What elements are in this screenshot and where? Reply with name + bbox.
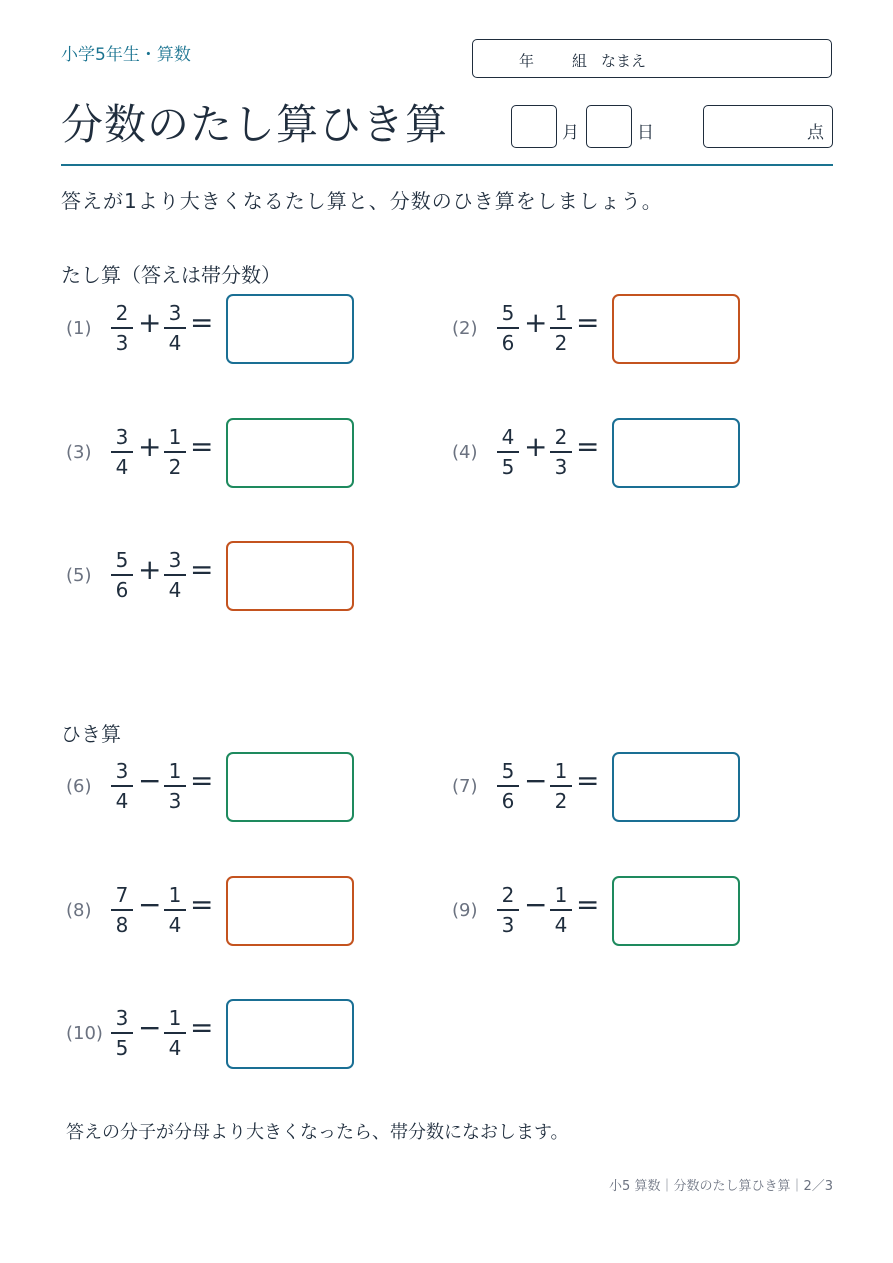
addition-heading: たし算（答えは帯分数）	[61, 263, 281, 287]
first-denominator: 6	[501, 788, 515, 813]
problem-addition-3	[66, 418, 366, 488]
first-numerator: 2	[501, 883, 515, 907]
problem-number: (9)	[452, 900, 478, 921]
fraction-bar	[550, 451, 572, 453]
first-denominator: 6	[501, 330, 515, 355]
fraction-bar	[164, 451, 186, 453]
mixed-number-note: 答えの分子が分母より大きくなったら、帯分数になおします。	[66, 1122, 569, 1143]
first-numerator: 7	[115, 883, 129, 907]
page-title: 分数のたし算ひき算	[61, 100, 449, 149]
first-numerator: 3	[115, 1006, 129, 1030]
operator-sign: +	[138, 306, 162, 339]
operator-sign: −	[524, 888, 548, 921]
operator-sign: +	[138, 553, 162, 586]
first-fraction	[497, 427, 519, 479]
instruction-text: 答えが1より大きくなるたし算と、分数のひき算をしましょう。	[61, 189, 663, 213]
problem-subtraction-3	[66, 876, 366, 946]
operator-sign: −	[138, 888, 162, 921]
equals-sign: =	[190, 888, 214, 921]
first-denominator: 8	[115, 912, 129, 937]
problem-subtraction-5	[66, 999, 366, 1069]
operator-sign: −	[524, 764, 548, 797]
fraction-bar	[497, 451, 519, 453]
second-fraction	[164, 761, 186, 813]
second-fraction	[550, 303, 572, 355]
day-label: 日	[637, 123, 654, 143]
subtraction-heading: ひき算	[61, 722, 121, 746]
problem-number: (1)	[66, 318, 92, 339]
second-fraction	[550, 761, 572, 813]
fraction-bar	[497, 327, 519, 329]
fraction-bar	[164, 785, 186, 787]
answer-box[interactable]	[226, 294, 354, 364]
problem-addition-4	[452, 418, 752, 488]
first-fraction	[111, 303, 133, 355]
answer-box[interactable]	[226, 418, 354, 488]
second-numerator: 1	[168, 759, 182, 783]
fraction-bar	[164, 327, 186, 329]
second-numerator: 3	[168, 301, 182, 325]
second-numerator: 1	[168, 883, 182, 907]
problem-number: (8)	[66, 900, 92, 921]
second-fraction	[164, 427, 186, 479]
second-denominator: 4	[554, 912, 568, 937]
problem-number: (6)	[66, 776, 92, 797]
header-divider	[61, 164, 833, 166]
equals-sign: =	[190, 306, 214, 339]
first-numerator: 5	[501, 759, 515, 783]
first-numerator: 4	[501, 425, 515, 449]
first-fraction	[497, 303, 519, 355]
first-numerator: 3	[115, 425, 129, 449]
first-fraction	[111, 550, 133, 602]
operator-sign: −	[138, 764, 162, 797]
first-denominator: 6	[115, 577, 129, 602]
month-label: 月	[562, 123, 579, 143]
second-numerator: 1	[168, 1006, 182, 1030]
second-fraction	[164, 303, 186, 355]
first-numerator: 2	[115, 301, 129, 325]
operator-sign: +	[524, 306, 548, 339]
first-numerator: 5	[115, 548, 129, 572]
first-denominator: 5	[501, 454, 515, 479]
fraction-bar	[164, 909, 186, 911]
problem-addition-2	[452, 294, 752, 364]
name-label: なまえ	[601, 52, 647, 70]
fraction-bar	[111, 451, 133, 453]
answer-box[interactable]	[226, 999, 354, 1069]
second-denominator: 2	[554, 330, 568, 355]
first-fraction	[111, 885, 133, 937]
second-denominator: 2	[554, 788, 568, 813]
equals-sign: =	[190, 764, 214, 797]
operator-sign: +	[138, 430, 162, 463]
score-box[interactable]	[703, 105, 833, 148]
problem-number: (3)	[66, 442, 92, 463]
problem-subtraction-4	[452, 876, 752, 946]
first-fraction	[111, 427, 133, 479]
second-fraction	[164, 885, 186, 937]
fraction-bar	[550, 785, 572, 787]
equals-sign: =	[576, 764, 600, 797]
problem-addition-5	[66, 541, 366, 611]
second-denominator: 4	[168, 1035, 182, 1060]
fraction-bar	[111, 574, 133, 576]
first-denominator: 3	[501, 912, 515, 937]
second-numerator: 1	[168, 425, 182, 449]
second-denominator: 3	[554, 454, 568, 479]
second-denominator: 3	[168, 788, 182, 813]
equals-sign: =	[576, 888, 600, 921]
first-denominator: 5	[115, 1035, 129, 1060]
equals-sign: =	[576, 430, 600, 463]
page-footer: 小5 算数｜分数のたし算ひき算｜2／3	[609, 1179, 833, 1194]
equals-sign: =	[576, 306, 600, 339]
fraction-bar	[111, 327, 133, 329]
problem-number: (7)	[452, 776, 478, 797]
second-denominator: 4	[168, 912, 182, 937]
fraction-bar	[111, 1032, 133, 1034]
second-denominator: 2	[168, 454, 182, 479]
first-denominator: 3	[115, 330, 129, 355]
problem-number: (2)	[452, 318, 478, 339]
equals-sign: =	[190, 1011, 214, 1044]
fraction-bar	[164, 574, 186, 576]
second-fraction	[164, 1008, 186, 1060]
first-fraction	[497, 885, 519, 937]
score-label: 点	[807, 123, 824, 143]
class-label: 組	[572, 52, 588, 70]
second-fraction	[550, 885, 572, 937]
day-box[interactable]	[586, 105, 632, 148]
equals-sign: =	[190, 553, 214, 586]
answer-box[interactable]	[612, 752, 740, 822]
first-numerator: 5	[501, 301, 515, 325]
first-fraction	[111, 761, 133, 813]
first-denominator: 4	[115, 788, 129, 813]
second-numerator: 1	[554, 883, 568, 907]
second-denominator: 4	[168, 577, 182, 602]
second-numerator: 3	[168, 548, 182, 572]
second-fraction	[164, 550, 186, 602]
fraction-bar	[497, 785, 519, 787]
name-box[interactable]	[472, 39, 832, 78]
answer-box[interactable]	[612, 876, 740, 946]
fraction-bar	[550, 327, 572, 329]
fraction-bar	[497, 909, 519, 911]
second-numerator: 1	[554, 301, 568, 325]
fraction-bar	[111, 909, 133, 911]
answer-box[interactable]	[226, 752, 354, 822]
fraction-bar	[550, 909, 572, 911]
second-numerator: 1	[554, 759, 568, 783]
grade-label: 小学5年生・算数	[61, 45, 191, 65]
operator-sign: −	[138, 1011, 162, 1044]
problem-number: (10)	[66, 1023, 103, 1044]
fraction-bar	[111, 785, 133, 787]
fraction-bar	[164, 1032, 186, 1034]
problem-number: (5)	[66, 565, 92, 586]
answer-box[interactable]	[612, 418, 740, 488]
first-fraction	[497, 761, 519, 813]
first-numerator: 3	[115, 759, 129, 783]
equals-sign: =	[190, 430, 214, 463]
problem-number: (4)	[452, 442, 478, 463]
second-fraction	[550, 427, 572, 479]
operator-sign: +	[524, 430, 548, 463]
second-denominator: 4	[168, 330, 182, 355]
month-box[interactable]	[511, 105, 557, 148]
answer-box[interactable]	[612, 294, 740, 364]
problem-subtraction-2	[452, 752, 752, 822]
answer-box[interactable]	[226, 876, 354, 946]
year-label: 年	[519, 52, 535, 70]
problem-subtraction-1	[66, 752, 366, 822]
second-numerator: 2	[554, 425, 568, 449]
first-fraction	[111, 1008, 133, 1060]
first-denominator: 4	[115, 454, 129, 479]
problem-addition-1	[66, 294, 366, 364]
answer-box[interactable]	[226, 541, 354, 611]
